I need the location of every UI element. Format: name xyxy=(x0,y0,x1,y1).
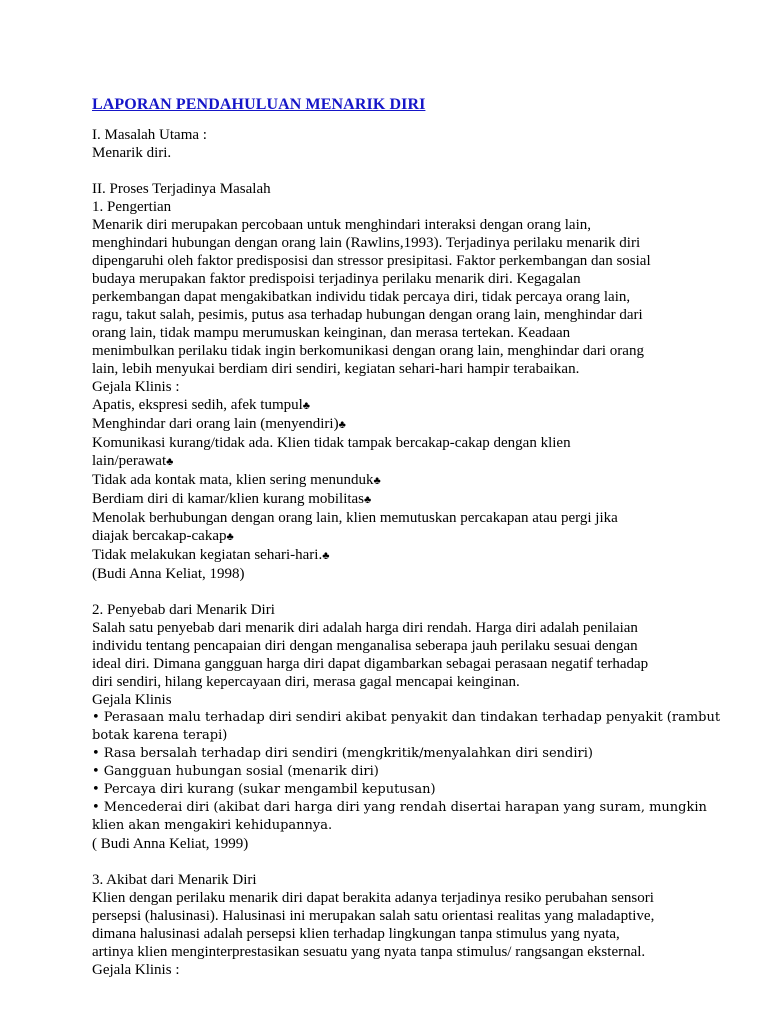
gejala-klinis-label: Gejala Klinis xyxy=(92,692,172,708)
list-item xyxy=(92,509,692,527)
document-title-link[interactable]: LAPORAN PENDAHULUAN MENARIK DIRI xyxy=(92,96,426,113)
paragraph-line: dipengaruhi oleh faktor predisposisi dan stressor presipitasi. Faktor perkembangan dan sosial xyxy=(92,253,651,269)
list-item-text: Komunikasi kurang/tidak ada. Klien tidak tampak bercakap-cakap dengan klien xyxy=(92,435,571,451)
paragraph-line: ideal diri. Dimana gangguan harga diri dapat digambarkan sebagai perasaan negatif terhadap xyxy=(92,656,649,672)
list-item xyxy=(92,490,692,509)
club-bullet-icon: ♣ xyxy=(226,531,234,543)
club-bullet-icon: ♣ xyxy=(322,550,330,562)
akibat-paragraph xyxy=(92,889,692,961)
list-item xyxy=(92,546,692,565)
club-bullet-icon: ♣ xyxy=(166,456,174,468)
citation: (Budi Anna Keliat, 1998) xyxy=(92,566,245,582)
spacer xyxy=(92,162,692,180)
section-2-heading: II. Proses Terjadinya Masalah xyxy=(92,181,271,197)
list-item-text: Tidak ada kontak mata, klien sering menunduk xyxy=(92,472,374,488)
paragraph-line: diri sendiri, hilang kepercayaan diri, merasa gagal mencapai keinginan. xyxy=(92,674,520,690)
list-item: • Mencederai diri (akibat dari harga diri yang rendah disertai harapan yang suram, mungkin xyxy=(92,800,707,815)
section-1-text: Menarik diri. xyxy=(92,145,172,161)
paragraph-line: menimbulkan perilaku tidak ingin berkomunikasi dengan orang lain, menghindar dari orang xyxy=(92,343,644,359)
pengertian-paragraph xyxy=(92,216,692,378)
club-bullet-icon: ♣ xyxy=(338,419,346,431)
paragraph-line: perkembangan dapat mengakibatkan individu tidak percaya diri, tidak percaya orang lain, xyxy=(92,289,631,305)
list-item-text: Apatis, ekspresi sedih, afek tumpul xyxy=(92,397,303,413)
list-item xyxy=(92,434,692,452)
section-akibat-heading: 3. Akibat dari Menarik Diri xyxy=(92,872,257,888)
list-item-text: Menghindar dari orang lain (menyendiri) xyxy=(92,416,339,432)
list-item: • Percaya diri kurang (sukar mengambil keputusan) xyxy=(92,782,436,797)
section-1-heading: I. Masalah Utama : xyxy=(92,127,207,143)
list-item-continuation xyxy=(92,452,692,471)
paragraph-line: persepsi (halusinasi). Halusinasi ini merupakan salah satu orientasi realitas yang maladaptive, xyxy=(92,908,655,924)
paragraph-line: budaya merupakan faktor predispoisi terjadinya perilaku menarik diri. Kegagalan xyxy=(92,271,581,287)
paragraph-line: orang lain, tidak mampu merumuskan keinginan, dan merasa tertekan. Keadaan xyxy=(92,325,571,341)
list-item xyxy=(92,471,692,490)
list-item xyxy=(92,415,692,434)
list-item: • Gangguan hubungan sosial (menarik diri) xyxy=(92,764,379,779)
paragraph-line: Salah satu penyebab dari menarik diri adalah harga diri rendah. Harga diri adalah penilaian xyxy=(92,620,638,636)
club-bullet-icon: ♣ xyxy=(364,494,372,506)
subsection-pengertian-heading: 1. Pengertian xyxy=(92,199,172,215)
list-item-text: Menolak berhubungan dengan orang lain, klien memutuskan percakapan atau pergi jika xyxy=(92,510,618,526)
club-bullet-icon: ♣ xyxy=(373,475,381,487)
spacer xyxy=(92,853,692,871)
paragraph-line: ragu, takut salah, pesimis, putus asa terhadap hubungan dengan orang lain, menghindar dari xyxy=(92,307,643,323)
section-penyebab-heading: 2. Penyebab dari Menarik Diri xyxy=(92,602,275,618)
list-item: • Perasaan malu terhadap diri sendiri akibat penyakit dan tindakan terhadap penyakit (rambut xyxy=(92,710,721,725)
penyebab-paragraph xyxy=(92,619,692,691)
paragraph-line: Menarik diri merupakan percobaan untuk menghindari interaksi dengan orang lain, xyxy=(92,217,591,233)
list-item-text: diajak bercakap-cakap xyxy=(92,528,227,544)
paragraph-line: individu tentang pencapaian diri dengan menganalisa seberapa jauh perilaku sesuai dengan xyxy=(92,638,638,654)
paragraph-line: Klien dengan perilaku menarik diri dapat berakita adanya terjadinya resiko perubahan sensori xyxy=(92,890,654,906)
spacer xyxy=(92,583,692,601)
list-item-continuation: klien akan mengakiri kehidupannya. xyxy=(92,818,333,833)
list-item-continuation: botak karena terapi) xyxy=(92,728,228,743)
gejala-klinis-bullet-list xyxy=(92,709,721,835)
paragraph-line: lain, lebih menyukai berdiam diri sendiri, kegiatan sehari-hari hampir terabaikan. xyxy=(92,361,580,377)
gejala-klinis-list xyxy=(92,396,692,565)
club-bullet-icon: ♣ xyxy=(302,400,311,412)
gejala-klinis-label: Gejala Klinis : xyxy=(92,379,180,395)
list-item xyxy=(92,396,692,415)
list-item-text: Tidak melakukan kegiatan sehari-hari. xyxy=(92,547,323,563)
list-item: • Rasa bersalah terhadap diri sendiri (mengkritik/menyalahkan diri sendiri) xyxy=(92,746,593,761)
document-body xyxy=(92,96,721,979)
list-item-text: lain/perawat xyxy=(92,453,167,469)
gejala-klinis-label: Gejala Klinis : xyxy=(92,962,180,978)
paragraph-line: dimana halusinasi adalah persepsi klien terhadap lingkungan tanpa stimulus yang nyata, xyxy=(92,926,620,942)
paragraph-line: menghindari hubungan dengan orang lain (Rawlins,1993). Terjadinya perilaku menarik diri xyxy=(92,235,641,251)
list-item-text: Berdiam diri di kamar/klien kurang mobilitas xyxy=(92,491,365,507)
paragraph-line: artinya klien menginterprestasikan sesuatu yang nyata tanpa stimulus/ rangsangan eksternal. xyxy=(92,944,646,960)
citation: ( Budi Anna Keliat, 1999) xyxy=(92,836,249,852)
list-item-continuation xyxy=(92,527,692,546)
